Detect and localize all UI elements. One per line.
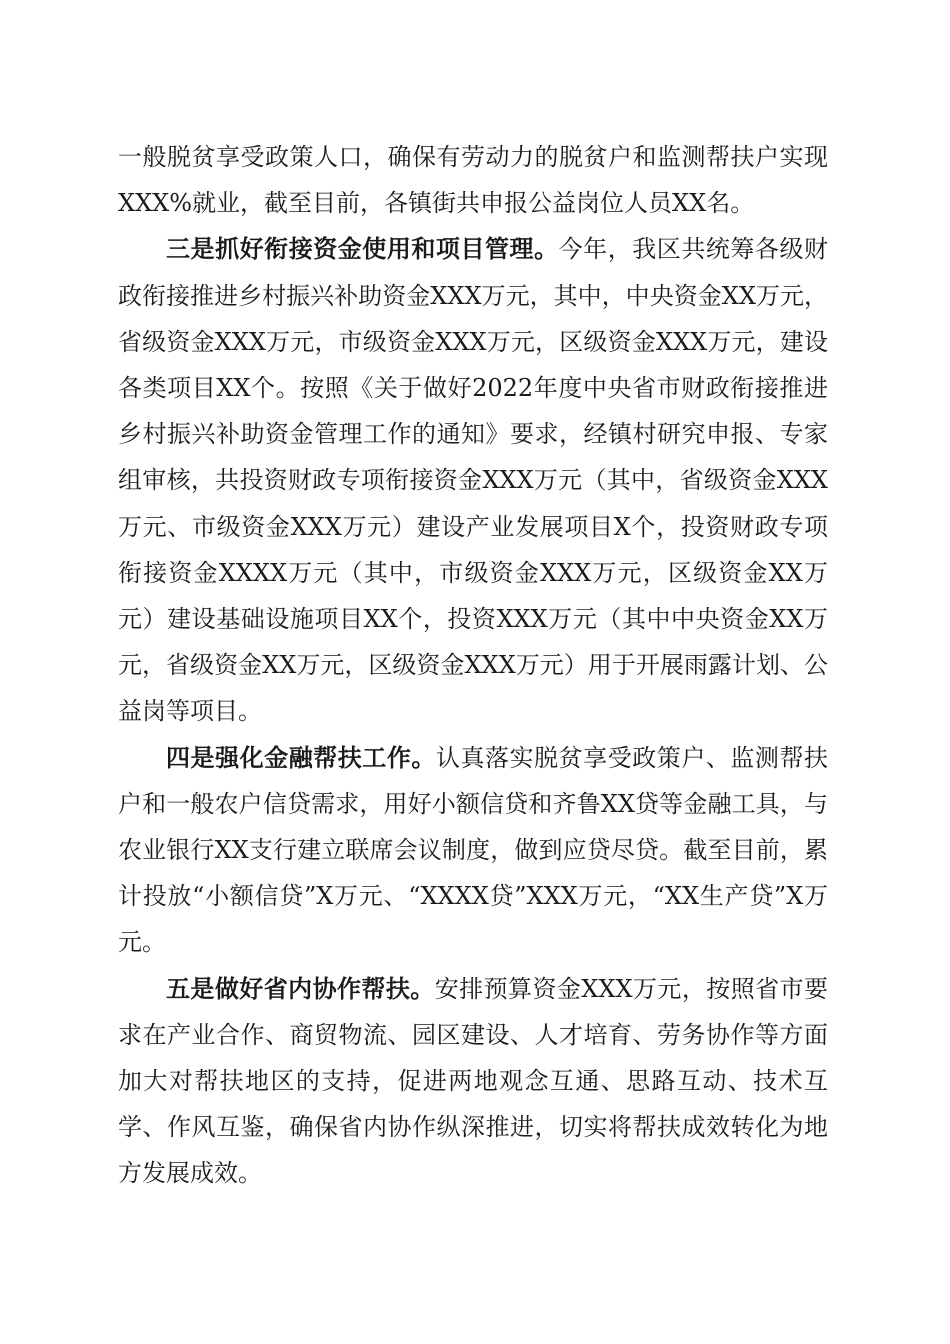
paragraph-employment xyxy=(118,134,828,226)
paragraph-body: 认真落实脱贫享受政策户、监测帮扶户和一般农户信贷需求，用好小额信贷和齐鲁XX贷等金融工具，与农业银行XX支行建立联席会议制度，做到应贷尽贷。截至目前，累计投放“小额信贷”X万元、“XXXX贷”XXX万元，“XX生产贷”X万元。 xyxy=(118,743,829,957)
document-body xyxy=(118,134,828,1197)
paragraph-funds-management xyxy=(118,226,828,734)
paragraph-lead: 四是强化金融帮扶工作。 xyxy=(166,742,436,772)
paragraph-provincial-cooperation xyxy=(118,966,828,1197)
paragraph-financial-aid xyxy=(118,735,828,966)
paragraph-lead: 三是抓好衔接资金使用和项目管理。 xyxy=(166,234,559,264)
paragraph-lead: 五是做好省内协作帮扶。 xyxy=(166,973,435,1003)
paragraph-body: 今年，我区共统筹各级财政衔接推进乡村振兴补助资金XXX万元，其中，中央资金XX万元，省级资金XXX万元，市级资金XXX万元，区级资金XXX万元，建设各类项目XX个。按照《关于做好2022年度中央省市财政衔接推进乡村振兴补助资金管理工作的通知》要求，经镇村研究申报、专家组审核，共投资财政专项衔接资金XXX万元（其中，省级资金XXX万元、市级资金XXX万元）建设产业发展项目X个，投资财政专项衔接资金XXXX万元（其中，市级资金XXX万元，区级资金XX万元）建设基础设施项目XX个，投资XXX万元（其中中央资金XX万元，省级资金XX万元，区级资金XXX万元）用于开展雨露计划、公益岗等项目。 xyxy=(118,235,829,726)
paragraph-body: 安排预算资金XXX万元，按照省市要求在产业合作、商贸物流、园区建设、人才培育、劳务协作等方面加大对帮扶地区的支持，促进两地观念互通、思路互动、技术互学、作风互鉴，确保省内协作纵深推进，切实将帮扶成效转化为地方发展成效。 xyxy=(118,974,829,1188)
paragraph-body: 一般脱贫享受政策人口，确保有劳动力的脱贫户和监测帮扶户实现XXX%就业，截至目前，各镇街共申报公益岗位人员XX名。 xyxy=(118,143,828,218)
